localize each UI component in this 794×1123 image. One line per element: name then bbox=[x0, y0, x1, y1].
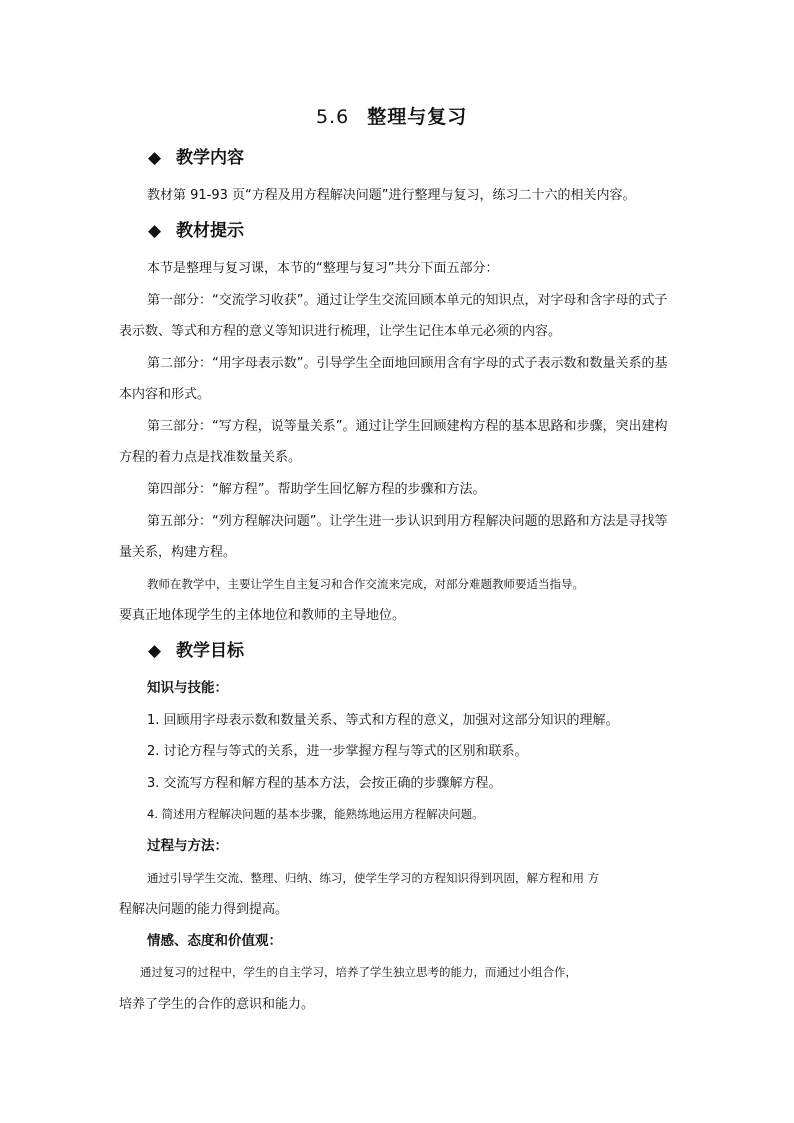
part1-line1: 第一部分：“交流学习收获”。通过让学生交流回顾本单元的知识点，对字母和含字母的式子 bbox=[147, 293, 668, 308]
goal-item: 1. 回顾用字母表示数和数量关系、等式和方程的意义，加强对这部分知识的理解。 bbox=[147, 713, 619, 728]
process-line2: 程解决问题的能力得到提高。 bbox=[119, 902, 289, 917]
title-text: 整理与复习 bbox=[367, 106, 468, 128]
emotion-attitude-heading: 情感、态度和价值观： bbox=[147, 933, 282, 949]
hints-intro: 本节是整理与复习课，本节的“整理与复习”共分下面五部分： bbox=[147, 261, 499, 276]
part3-line1: 第三部分：“写方程，说等量关系”。通过让学生回顾建构方程的基本思路和步骤，突出建构 bbox=[147, 419, 668, 434]
emotion-line1: 通过复习的过程中，学生的自主学习，培养了学生独立思考的能力，而通过小组合作， bbox=[140, 965, 577, 979]
heading-teaching-goals: ◆ 教学目标 bbox=[148, 641, 244, 661]
goal-item: 4. 简述用方程解决问题的基本步骤，能熟练地运用方程解决问题。 bbox=[147, 807, 484, 821]
part2-line1: 第二部分：“用字母表示数”。引导学生全面地回顾用含有字母的式子表示数和数量关系的基 bbox=[147, 356, 668, 371]
goal-item: 2. 讨论方程与等式的关系，进一步掌握方程与等式的区别和联系。 bbox=[147, 744, 528, 759]
part5-line2: 量关系，构建方程。 bbox=[119, 545, 237, 560]
goal-item: 3. 交流写方程和解方程的基本方法，会按正确的步骤解方程。 bbox=[147, 776, 502, 791]
process-methods-heading: 过程与方法： bbox=[147, 838, 228, 854]
teacher-note-line2: 要真正地体现学生的主体地位和教师的主导地位。 bbox=[119, 608, 406, 623]
part1-line2: 表示数、等式和方程的意义等知识进行梳理，让学生记住本单元必须的内容。 bbox=[119, 324, 562, 339]
page-title bbox=[316, 108, 467, 127]
diamond-bullet-icon: ◆ bbox=[148, 221, 162, 241]
part4: 第四部分：“解方程”。帮助学生回忆解方程的步骤和方法。 bbox=[147, 482, 486, 497]
diamond-bullet-icon: ◆ bbox=[148, 148, 162, 168]
knowledge-skills-heading: 知识与技能： bbox=[147, 680, 228, 696]
emotion-line2: 培养了学生的合作的意识和能力。 bbox=[119, 997, 315, 1012]
process-line1: 通过引导学生交流、整理、归纳、练习，使学生学习的方程知识得到巩固，解方程和用 方 bbox=[147, 871, 600, 885]
content-text: 教材第 91-93 页“方程及用方程解决问题”进行整理与复习，练习二十六的相关内容。 bbox=[147, 188, 636, 203]
section-number: 5.6 bbox=[316, 106, 350, 128]
diamond-bullet-icon: ◆ bbox=[148, 641, 162, 661]
part5-line1: 第五部分：“列方程解决问题”。让学生进一步认识到用方程解决问题的思路和方法是寻找等 bbox=[147, 514, 668, 529]
heading-teaching-content: ◆ 教学内容 bbox=[148, 148, 244, 168]
part2-line2: 本内容和形式。 bbox=[119, 387, 211, 402]
heading-textbook-hints: ◆ 教材提示 bbox=[148, 221, 244, 241]
part3-line2: 方程的着力点是找准数量关系。 bbox=[119, 450, 302, 465]
teacher-note-line1: 教师在教学中，主要让学生自主复习和合作交流来完成，对部分难题教师要适当指导。 bbox=[147, 577, 584, 591]
